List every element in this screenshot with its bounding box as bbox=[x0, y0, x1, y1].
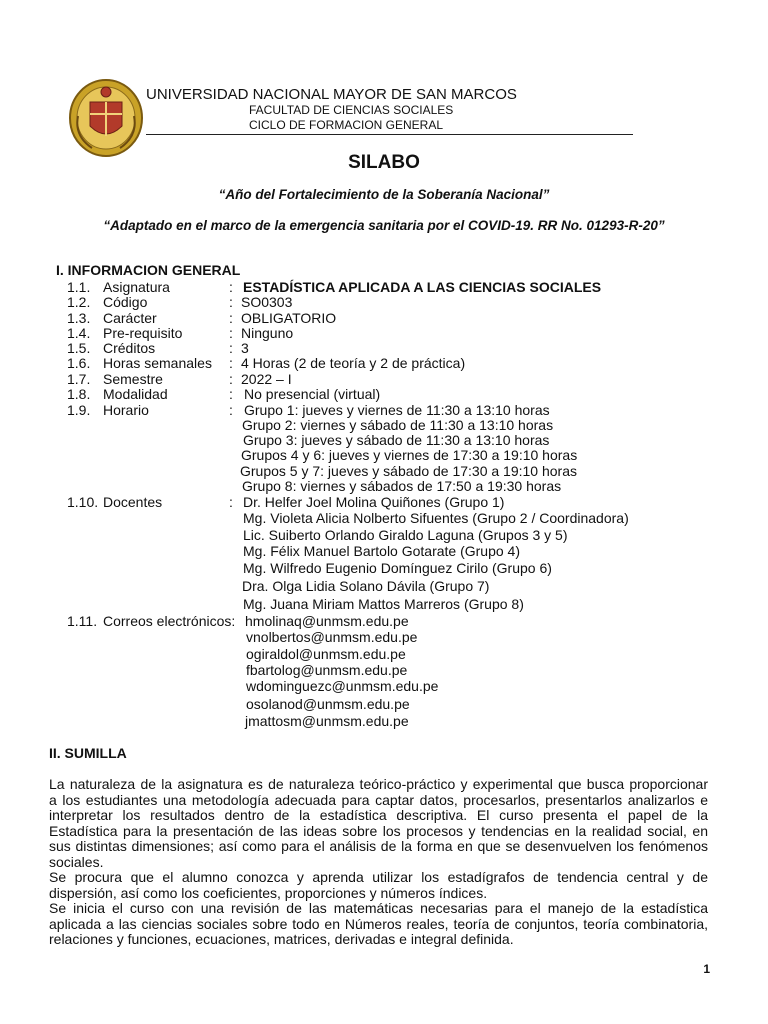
email-address: jmattosm@unmsm.edu.pe bbox=[245, 713, 409, 729]
university-name: UNIVERSIDAD NACIONAL MAYOR DE SAN MARCOS bbox=[146, 86, 517, 103]
item-value: Ninguno bbox=[241, 325, 294, 341]
item-number: 1.1. bbox=[67, 279, 91, 295]
item-value: 3 bbox=[241, 340, 249, 356]
section-heading-general-info: I. INFORMACION GENERAL bbox=[56, 262, 241, 278]
schedule-line: Grupo 1: jueves y viernes de 11:30 a 13:10 horas bbox=[244, 402, 550, 418]
item-number: 1.7. bbox=[67, 371, 91, 387]
paragraph-line: aplicada a las ciencias sociales sobre todo en Números reales, teoría de conjuntos, teoría combinatoria, bbox=[49, 915, 708, 932]
item-label: Correos electrónicos: bbox=[103, 613, 236, 629]
schedule-line: Grupos 4 y 6: jueves y viernes de 17:30 a 19:10 horas bbox=[241, 447, 578, 463]
schedule-line: Grupo 8: viernes y sábados de 17:50 a 19:30 horas bbox=[242, 478, 562, 494]
item-number: 1.8. bbox=[67, 386, 91, 402]
document-title: SILABO bbox=[348, 152, 420, 173]
section-heading-summary: II. SUMILLA bbox=[49, 745, 127, 761]
item-colon: : bbox=[229, 494, 233, 510]
item-label: Modalidad bbox=[103, 386, 168, 402]
teacher-name: Lic. Suiberto Orlando Giraldo Laguna (Grupos 3 y 5) bbox=[243, 527, 568, 543]
paragraph-line: sus distintas dimensiones; así como para el análisis de la forma en que se desenvuelven los fenómenos bbox=[49, 838, 708, 854]
paragraph-line: sociales. bbox=[49, 853, 104, 870]
paragraph-line: relaciones y funciones, ecuaciones, matrices, derivadas e integral definida. bbox=[49, 931, 514, 947]
item-number: 1.10. bbox=[67, 494, 99, 510]
item-label: Carácter bbox=[103, 310, 157, 326]
teacher-name: Dr. Helfer Joel Molina Quiñones (Grupo 1) bbox=[243, 494, 505, 510]
item-colon: : bbox=[229, 402, 233, 418]
summary-paragraph-3 bbox=[49, 901, 708, 948]
schedule-line: Grupo 3: jueves y sábado de 11:30 a 13:10 horas bbox=[243, 432, 550, 448]
email-address: osolanod@unmsm.edu.pe bbox=[246, 696, 410, 712]
summary-paragraph-1 bbox=[49, 777, 708, 870]
item-number: 1.5. bbox=[67, 340, 91, 356]
item-number: 1.3. bbox=[67, 310, 91, 326]
item-number: 1.2. bbox=[67, 294, 91, 310]
header-divider bbox=[146, 134, 633, 135]
item-colon: : bbox=[229, 371, 233, 387]
summary-paragraph-2 bbox=[49, 870, 708, 901]
item-number: 1.6. bbox=[67, 355, 91, 371]
item-label: Asignatura bbox=[103, 279, 170, 295]
teacher-name: Dra. Olga Lidia Solano Dávila (Grupo 7) bbox=[242, 578, 490, 594]
item-label: Pre-requisito bbox=[103, 325, 183, 341]
item-label: Créditos bbox=[103, 340, 156, 356]
paragraph-line: Se inicia el curso con una revisión de las matemáticas necesarias para el manejo de la estadística bbox=[49, 900, 708, 916]
item-label: Código bbox=[103, 294, 148, 310]
schedule-line: Grupos 5 y 7: jueves y sábado de 17:30 a 19:10 horas bbox=[240, 463, 578, 479]
teacher-name: Mg. Wilfredo Eugenio Domínguez Cirilo (Grupo 6) bbox=[243, 560, 552, 576]
item-number: 1.11. bbox=[67, 613, 98, 629]
item-label: Docentes bbox=[103, 494, 163, 510]
paragraph-line: interpretar los resultados dentro de la estadística descriptiva. El curso presenta el papel de la bbox=[49, 807, 708, 823]
faculty-name: FACULTAD DE CIENCIAS SOCIALES bbox=[249, 103, 454, 117]
item-label: Horas semanales bbox=[103, 355, 212, 371]
course-name-value: ESTADÍSTICA APLICADA A LAS CIENCIAS SOCIALES bbox=[243, 279, 602, 295]
item-number: 1.4. bbox=[67, 325, 91, 341]
email-address: ogiraldol@unmsm.edu.pe bbox=[246, 646, 406, 662]
item-value: OBLIGATORIO bbox=[241, 310, 337, 326]
university-seal-icon bbox=[68, 76, 144, 158]
email-address: hmolinaq@unmsm.edu.pe bbox=[245, 613, 409, 629]
paragraph-line: Se procura que el alumno conozca y aprenda utilizar los estadígrafos de tendencia central y de bbox=[49, 869, 708, 885]
item-colon: : bbox=[229, 340, 233, 356]
item-colon: : bbox=[229, 279, 233, 295]
schedule-line: Grupo 2: viernes y sábado de 11:30 a 13:10 horas bbox=[242, 417, 554, 433]
item-colon: : bbox=[229, 355, 233, 371]
paragraph-line: La naturaleza de la asignatura es de naturaleza teórico-práctico y experimental que busca proporcionar bbox=[49, 776, 708, 792]
email-address: wdominguezc@unmsm.edu.pe bbox=[246, 678, 439, 694]
item-label: Semestre bbox=[103, 371, 163, 387]
cycle-name: CICLO DE FORMACION GENERAL bbox=[249, 118, 444, 132]
item-colon: : bbox=[229, 294, 233, 310]
teacher-name: Mg. Félix Manuel Bartolo Gotarate (Grupo 4) bbox=[243, 543, 521, 559]
year-motto: “Año del Fortalecimiento de la Soberanía Nacional” bbox=[218, 187, 550, 202]
email-address: fbartolog@unmsm.edu.pe bbox=[246, 662, 408, 678]
page-number: 1 bbox=[703, 962, 710, 976]
item-value: 4 Horas (2 de teoría y 2 de práctica) bbox=[241, 355, 466, 371]
item-value: No presencial (virtual) bbox=[244, 386, 381, 402]
teacher-name: Mg. Juana Miriam Mattos Marreros (Grupo 8) bbox=[243, 596, 524, 612]
paragraph-line: Estadística para la presentación de las ideas sobre los procesos y tendencias en la realidad social, en bbox=[49, 822, 708, 839]
paragraph-line: dispersión, así como los coeficientes, proporciones y números índices. bbox=[49, 884, 488, 901]
item-value: 2022 – I bbox=[241, 371, 292, 387]
item-number: 1.9. bbox=[67, 402, 91, 418]
item-colon: : bbox=[229, 310, 233, 326]
item-label: Horario bbox=[103, 402, 149, 418]
item-value: SO0303 bbox=[241, 294, 293, 310]
teacher-name: Mg. Violeta Alicia Nolberto Sifuentes (Grupo 2 / Coordinadora) bbox=[243, 510, 629, 526]
covid-motto: “Adaptado en el marco de la emergencia sanitaria por el COVID-19. RR No. 01293-R-20” bbox=[103, 218, 665, 233]
paragraph-line: a los estudiantes una metodología adecuada para captar datos, procesarlos, presentarlos analizarlos e bbox=[49, 791, 708, 808]
item-colon: : bbox=[229, 325, 233, 341]
item-colon: : bbox=[229, 386, 233, 402]
email-address: vnolbertos@unmsm.edu.pe bbox=[246, 629, 418, 645]
